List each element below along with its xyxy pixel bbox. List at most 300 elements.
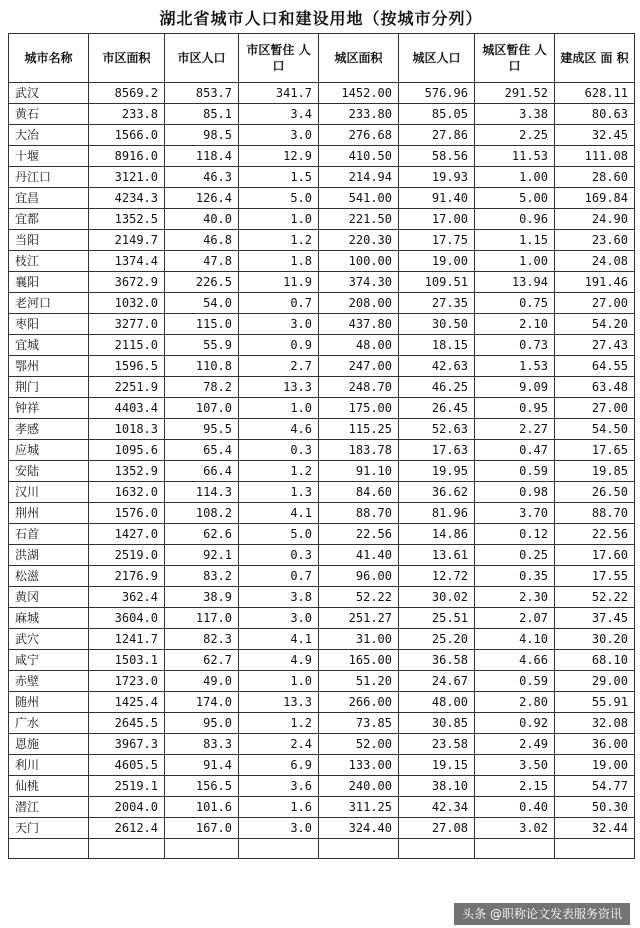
- source-watermark: 头条 @职称论文发表服务资讯: [454, 903, 630, 925]
- value-cell: 98.5: [165, 125, 239, 146]
- value-cell: 2.10: [475, 314, 555, 335]
- value-cell: 54.20: [555, 314, 635, 335]
- value-cell: 24.90: [555, 209, 635, 230]
- value-cell: 12.72: [399, 566, 475, 587]
- value-cell: 183.78: [319, 440, 399, 461]
- value-cell: 251.27: [319, 608, 399, 629]
- value-cell: 19.93: [399, 167, 475, 188]
- value-cell: 22.56: [555, 524, 635, 545]
- value-cell: 311.25: [319, 797, 399, 818]
- value-cell: 25.51: [399, 608, 475, 629]
- value-cell: 1632.0: [89, 482, 165, 503]
- value-cell: 3.38: [475, 104, 555, 125]
- header-city-population: 城区人口: [399, 34, 475, 83]
- value-cell: 214.94: [319, 167, 399, 188]
- value-cell: 3121.0: [89, 167, 165, 188]
- value-cell: 3.0: [239, 608, 319, 629]
- value-cell: 2.25: [475, 125, 555, 146]
- city-name-cell: 麻城: [9, 608, 89, 629]
- value-cell: 63.48: [555, 377, 635, 398]
- value-cell: 30.50: [399, 314, 475, 335]
- table-title: 湖北省城市人口和建设用地（按城市分列）: [159, 9, 483, 28]
- value-cell: 23.58: [399, 734, 475, 755]
- value-cell: 40.0: [165, 209, 239, 230]
- value-cell: 55.91: [555, 692, 635, 713]
- value-cell: 111.08: [555, 146, 635, 167]
- value-cell: 18.15: [399, 335, 475, 356]
- value-cell: 226.5: [165, 272, 239, 293]
- value-cell: 1452.00: [319, 83, 399, 104]
- value-cell: 84.60: [319, 482, 399, 503]
- table-row: [9, 755, 635, 776]
- value-cell: 91.10: [319, 461, 399, 482]
- value-cell: 30.20: [555, 629, 635, 650]
- value-cell: 2.4: [239, 734, 319, 755]
- value-cell: 0.98: [475, 482, 555, 503]
- value-cell: 27.00: [555, 398, 635, 419]
- value-cell: 1.5: [239, 167, 319, 188]
- value-cell: 1.0: [239, 671, 319, 692]
- value-cell: 1095.6: [89, 440, 165, 461]
- value-cell: 91.40: [399, 188, 475, 209]
- value-cell: 0.40: [475, 797, 555, 818]
- value-cell: 54.77: [555, 776, 635, 797]
- value-cell: 3.50: [475, 755, 555, 776]
- value-cell: 46.3: [165, 167, 239, 188]
- value-cell: 3604.0: [89, 608, 165, 629]
- value-cell: 27.43: [555, 335, 635, 356]
- value-cell: 1018.3: [89, 419, 165, 440]
- value-cell: 220.30: [319, 230, 399, 251]
- value-cell: 6.9: [239, 755, 319, 776]
- city-name-cell: 枝江: [9, 251, 89, 272]
- table-row: [9, 398, 635, 419]
- table-row: [9, 692, 635, 713]
- empty-cell: [319, 839, 399, 859]
- value-cell: 96.00: [319, 566, 399, 587]
- value-cell: 1.3: [239, 482, 319, 503]
- value-cell: 88.70: [319, 503, 399, 524]
- header-urban-population: 市区人口: [165, 34, 239, 83]
- empty-cell: [9, 839, 89, 859]
- city-name-cell: 赤壁: [9, 671, 89, 692]
- value-cell: 66.4: [165, 461, 239, 482]
- value-cell: 362.4: [89, 587, 165, 608]
- value-cell: 853.7: [165, 83, 239, 104]
- value-cell: 110.8: [165, 356, 239, 377]
- value-cell: 48.00: [399, 692, 475, 713]
- city-name-cell: 安陆: [9, 461, 89, 482]
- city-name-cell: 洪湖: [9, 545, 89, 566]
- value-cell: 50.30: [555, 797, 635, 818]
- value-cell: 13.61: [399, 545, 475, 566]
- value-cell: 1.00: [475, 251, 555, 272]
- city-name-cell: 荆州: [9, 503, 89, 524]
- value-cell: 36.58: [399, 650, 475, 671]
- city-name-cell: 当阳: [9, 230, 89, 251]
- value-cell: 374.30: [319, 272, 399, 293]
- city-name-cell: 武汉: [9, 83, 89, 104]
- value-cell: 221.50: [319, 209, 399, 230]
- table-row: [9, 650, 635, 671]
- value-cell: 2.80: [475, 692, 555, 713]
- value-cell: 2612.4: [89, 818, 165, 839]
- value-cell: 85.1: [165, 104, 239, 125]
- value-cell: 19.15: [399, 755, 475, 776]
- value-cell: 2.30: [475, 587, 555, 608]
- value-cell: 3277.0: [89, 314, 165, 335]
- value-cell: 30.85: [399, 713, 475, 734]
- value-cell: 0.96: [475, 209, 555, 230]
- value-cell: 26.50: [555, 482, 635, 503]
- value-cell: 2.07: [475, 608, 555, 629]
- value-cell: 47.8: [165, 251, 239, 272]
- value-cell: 26.45: [399, 398, 475, 419]
- value-cell: 91.4: [165, 755, 239, 776]
- value-cell: 4.9: [239, 650, 319, 671]
- value-cell: 341.7: [239, 83, 319, 104]
- value-cell: 25.20: [399, 629, 475, 650]
- value-cell: 2519.1: [89, 776, 165, 797]
- value-cell: 38.9: [165, 587, 239, 608]
- value-cell: 2251.9: [89, 377, 165, 398]
- city-name-cell: 宜城: [9, 335, 89, 356]
- table-row: [9, 566, 635, 587]
- value-cell: 17.00: [399, 209, 475, 230]
- table-row: [9, 587, 635, 608]
- value-cell: 3672.9: [89, 272, 165, 293]
- table-row: [9, 797, 635, 818]
- table-row: [9, 461, 635, 482]
- value-cell: 62.7: [165, 650, 239, 671]
- value-cell: 42.34: [399, 797, 475, 818]
- header-urban-temp-population: 市区暂住 人 口: [239, 34, 319, 83]
- value-cell: 0.35: [475, 566, 555, 587]
- value-cell: 14.86: [399, 524, 475, 545]
- value-cell: 4.1: [239, 629, 319, 650]
- value-cell: 1566.0: [89, 125, 165, 146]
- value-cell: 233.8: [89, 104, 165, 125]
- value-cell: 68.10: [555, 650, 635, 671]
- table-row: [9, 734, 635, 755]
- value-cell: 58.56: [399, 146, 475, 167]
- value-cell: 1503.1: [89, 650, 165, 671]
- table-row: [9, 818, 635, 839]
- value-cell: 2519.0: [89, 545, 165, 566]
- table-row: [9, 419, 635, 440]
- value-cell: 266.00: [319, 692, 399, 713]
- value-cell: 1.0: [239, 209, 319, 230]
- table-body: [9, 83, 635, 859]
- value-cell: 0.9: [239, 335, 319, 356]
- value-cell: 0.12: [475, 524, 555, 545]
- value-cell: 46.25: [399, 377, 475, 398]
- value-cell: 1241.7: [89, 629, 165, 650]
- value-cell: 2.7: [239, 356, 319, 377]
- value-cell: 0.7: [239, 566, 319, 587]
- value-cell: 29.00: [555, 671, 635, 692]
- table-row: [9, 146, 635, 167]
- value-cell: 95.5: [165, 419, 239, 440]
- table-row: [9, 167, 635, 188]
- header-city-temp-population: 城区暂住 人 口: [475, 34, 555, 83]
- value-cell: 174.0: [165, 692, 239, 713]
- value-cell: 4234.3: [89, 188, 165, 209]
- value-cell: 3.0: [239, 125, 319, 146]
- value-cell: 115.25: [319, 419, 399, 440]
- header-built-up-area: 建成区 面 积: [555, 34, 635, 83]
- value-cell: 19.00: [399, 251, 475, 272]
- city-name-cell: 利川: [9, 755, 89, 776]
- value-cell: 0.25: [475, 545, 555, 566]
- value-cell: 0.95: [475, 398, 555, 419]
- value-cell: 52.22: [555, 587, 635, 608]
- empty-cell: [239, 839, 319, 859]
- value-cell: 31.00: [319, 629, 399, 650]
- empty-cell: [89, 839, 165, 859]
- value-cell: 13.94: [475, 272, 555, 293]
- value-cell: 291.52: [475, 83, 555, 104]
- value-cell: 2176.9: [89, 566, 165, 587]
- value-cell: 117.0: [165, 608, 239, 629]
- city-name-cell: 随州: [9, 692, 89, 713]
- value-cell: 2115.0: [89, 335, 165, 356]
- value-cell: 4.10: [475, 629, 555, 650]
- value-cell: 83.2: [165, 566, 239, 587]
- value-cell: 118.4: [165, 146, 239, 167]
- table-row: [9, 377, 635, 398]
- table-row: [9, 608, 635, 629]
- value-cell: 1.6: [239, 797, 319, 818]
- table-row: [9, 230, 635, 251]
- value-cell: 100.00: [319, 251, 399, 272]
- value-cell: 64.55: [555, 356, 635, 377]
- value-cell: 1.53: [475, 356, 555, 377]
- value-cell: 22.56: [319, 524, 399, 545]
- value-cell: 41.40: [319, 545, 399, 566]
- city-name-cell: 黄冈: [9, 587, 89, 608]
- value-cell: 24.67: [399, 671, 475, 692]
- value-cell: 1723.0: [89, 671, 165, 692]
- city-name-cell: 天门: [9, 818, 89, 839]
- value-cell: 80.63: [555, 104, 635, 125]
- value-cell: 4.66: [475, 650, 555, 671]
- value-cell: 240.00: [319, 776, 399, 797]
- value-cell: 5.00: [475, 188, 555, 209]
- value-cell: 3.02: [475, 818, 555, 839]
- value-cell: 8569.2: [89, 83, 165, 104]
- value-cell: 54.50: [555, 419, 635, 440]
- value-cell: 3.0: [239, 314, 319, 335]
- value-cell: 65.4: [165, 440, 239, 461]
- city-name-cell: 大冶: [9, 125, 89, 146]
- value-cell: 0.92: [475, 713, 555, 734]
- value-cell: 32.45: [555, 125, 635, 146]
- value-cell: 156.5: [165, 776, 239, 797]
- value-cell: 1.15: [475, 230, 555, 251]
- value-cell: 3.4: [239, 104, 319, 125]
- value-cell: 83.3: [165, 734, 239, 755]
- value-cell: 233.80: [319, 104, 399, 125]
- table-row: [9, 776, 635, 797]
- value-cell: 17.55: [555, 566, 635, 587]
- value-cell: 17.60: [555, 545, 635, 566]
- value-cell: 17.65: [555, 440, 635, 461]
- value-cell: 32.08: [555, 713, 635, 734]
- value-cell: 165.00: [319, 650, 399, 671]
- value-cell: 81.96: [399, 503, 475, 524]
- value-cell: 2.49: [475, 734, 555, 755]
- city-name-cell: 松滋: [9, 566, 89, 587]
- table-row: [9, 671, 635, 692]
- value-cell: 1.2: [239, 230, 319, 251]
- value-cell: 19.85: [555, 461, 635, 482]
- value-cell: 4605.5: [89, 755, 165, 776]
- value-cell: 32.44: [555, 818, 635, 839]
- value-cell: 126.4: [165, 188, 239, 209]
- table-row: [9, 629, 635, 650]
- value-cell: 0.3: [239, 440, 319, 461]
- empty-cell: [399, 839, 475, 859]
- value-cell: 36.62: [399, 482, 475, 503]
- city-name-cell: 石首: [9, 524, 89, 545]
- value-cell: 23.60: [555, 230, 635, 251]
- value-cell: 2.15: [475, 776, 555, 797]
- value-cell: 19.00: [555, 755, 635, 776]
- value-cell: 52.22: [319, 587, 399, 608]
- city-name-cell: 十堰: [9, 146, 89, 167]
- table-row: [9, 293, 635, 314]
- table-row: [9, 440, 635, 461]
- value-cell: 1576.0: [89, 503, 165, 524]
- value-cell: 52.00: [319, 734, 399, 755]
- city-name-cell: 鄂州: [9, 356, 89, 377]
- city-name-cell: 孝感: [9, 419, 89, 440]
- value-cell: 92.1: [165, 545, 239, 566]
- value-cell: 11.9: [239, 272, 319, 293]
- table-row: [9, 335, 635, 356]
- value-cell: 1032.0: [89, 293, 165, 314]
- value-cell: 82.3: [165, 629, 239, 650]
- value-cell: 3.6: [239, 776, 319, 797]
- value-cell: 3.0: [239, 818, 319, 839]
- value-cell: 8916.0: [89, 146, 165, 167]
- value-cell: 2.27: [475, 419, 555, 440]
- value-cell: 1352.9: [89, 461, 165, 482]
- value-cell: 2004.0: [89, 797, 165, 818]
- city-name-cell: 武穴: [9, 629, 89, 650]
- value-cell: 247.00: [319, 356, 399, 377]
- city-name-cell: 钟祥: [9, 398, 89, 419]
- table-row: [9, 482, 635, 503]
- value-cell: 276.68: [319, 125, 399, 146]
- city-name-cell: 襄阳: [9, 272, 89, 293]
- city-name-cell: 宜都: [9, 209, 89, 230]
- city-name-cell: 黄石: [9, 104, 89, 125]
- value-cell: 107.0: [165, 398, 239, 419]
- value-cell: 1374.4: [89, 251, 165, 272]
- value-cell: 54.0: [165, 293, 239, 314]
- value-cell: 11.53: [475, 146, 555, 167]
- city-name-cell: 荆门: [9, 377, 89, 398]
- value-cell: 95.0: [165, 713, 239, 734]
- value-cell: 13.3: [239, 377, 319, 398]
- value-cell: 1596.5: [89, 356, 165, 377]
- value-cell: 5.0: [239, 188, 319, 209]
- value-cell: 17.63: [399, 440, 475, 461]
- value-cell: 191.46: [555, 272, 635, 293]
- value-cell: 5.0: [239, 524, 319, 545]
- value-cell: 38.10: [399, 776, 475, 797]
- empty-cell: [475, 839, 555, 859]
- value-cell: 27.86: [399, 125, 475, 146]
- value-cell: 0.75: [475, 293, 555, 314]
- value-cell: 208.00: [319, 293, 399, 314]
- value-cell: 1427.0: [89, 524, 165, 545]
- value-cell: 628.11: [555, 83, 635, 104]
- table-row: [9, 272, 635, 293]
- city-name-cell: 广水: [9, 713, 89, 734]
- table-row: [9, 524, 635, 545]
- value-cell: 85.05: [399, 104, 475, 125]
- value-cell: 0.3: [239, 545, 319, 566]
- value-cell: 167.0: [165, 818, 239, 839]
- value-cell: 101.6: [165, 797, 239, 818]
- header-row: [9, 34, 635, 83]
- value-cell: 73.85: [319, 713, 399, 734]
- value-cell: 0.73: [475, 335, 555, 356]
- table-row: [9, 104, 635, 125]
- city-name-cell: 咸宁: [9, 650, 89, 671]
- value-cell: 55.9: [165, 335, 239, 356]
- value-cell: 248.70: [319, 377, 399, 398]
- city-name-cell: 仙桃: [9, 776, 89, 797]
- value-cell: 88.70: [555, 503, 635, 524]
- table-row: [9, 503, 635, 524]
- city-name-cell: 丹江口: [9, 167, 89, 188]
- value-cell: 0.47: [475, 440, 555, 461]
- value-cell: 0.59: [475, 671, 555, 692]
- empty-row: [9, 839, 635, 859]
- value-cell: 27.08: [399, 818, 475, 839]
- value-cell: 24.08: [555, 251, 635, 272]
- value-cell: 17.75: [399, 230, 475, 251]
- table-row: [9, 545, 635, 566]
- value-cell: 48.00: [319, 335, 399, 356]
- table-row: [9, 713, 635, 734]
- value-cell: 19.95: [399, 461, 475, 482]
- city-name-cell: 老河口: [9, 293, 89, 314]
- value-cell: 3.70: [475, 503, 555, 524]
- header-city-name: 城市名称: [9, 34, 89, 83]
- value-cell: 36.00: [555, 734, 635, 755]
- value-cell: 324.40: [319, 818, 399, 839]
- value-cell: 27.35: [399, 293, 475, 314]
- table-row: [9, 83, 635, 104]
- value-cell: 30.02: [399, 587, 475, 608]
- value-cell: 27.00: [555, 293, 635, 314]
- value-cell: 9.09: [475, 377, 555, 398]
- table-row: [9, 125, 635, 146]
- header-city-area: 城区面积: [319, 34, 399, 83]
- value-cell: 1.00: [475, 167, 555, 188]
- value-cell: 1352.5: [89, 209, 165, 230]
- value-cell: 2149.7: [89, 230, 165, 251]
- table-row: [9, 209, 635, 230]
- value-cell: 52.63: [399, 419, 475, 440]
- value-cell: 1.8: [239, 251, 319, 272]
- value-cell: 1425.4: [89, 692, 165, 713]
